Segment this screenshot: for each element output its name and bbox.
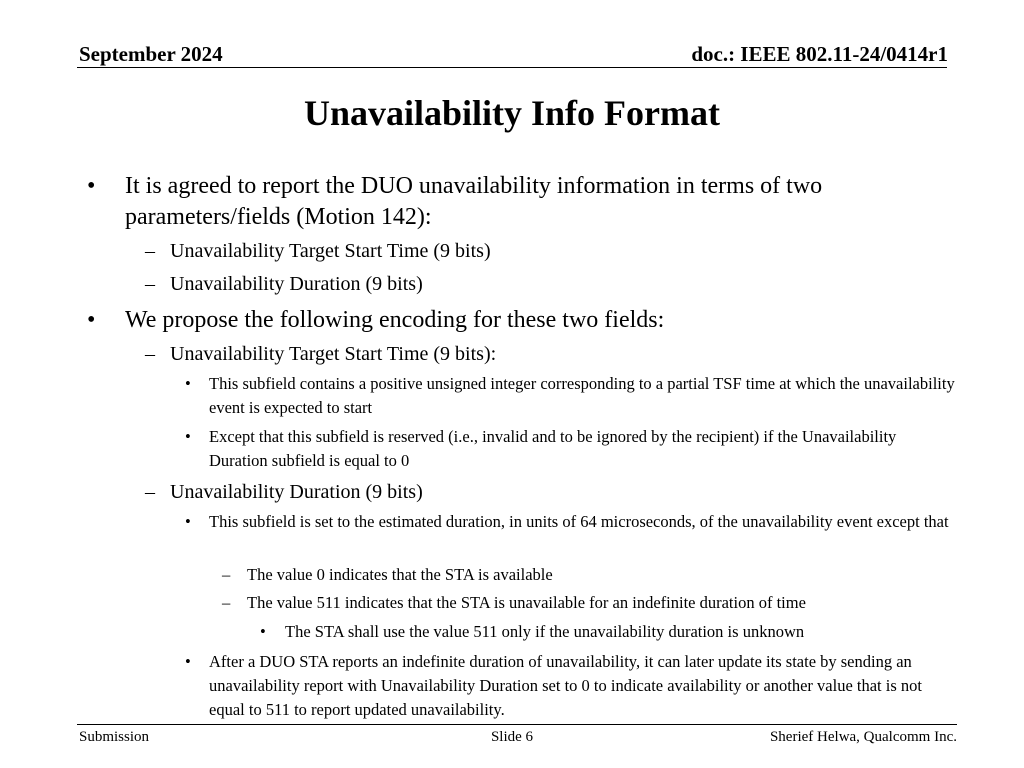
footer-slide-number: Slide 6 [490,729,534,745]
detail-bullet-text: This subfield contains a positive unsigned integer corresponding to a partial TSF time at which the unavailability event is expected to start [209,374,955,417]
bullet-item [87,305,947,336]
bullet-marker: • [185,374,191,393]
sub-bullet-text: Unavailability Duration (9 bits) [170,481,423,503]
detail-bullet-item [185,372,955,420]
sub-bullet-item [145,238,945,264]
dash-marker: – [222,565,231,584]
detail-bullet-text: This subfield is set to the estimated duration, in units of 64 microseconds, of the unavailability event except that [209,512,949,531]
footer-author: Sherief Helwa, Qualcomm Inc. [769,729,957,745]
detail-bullet-item [185,510,955,534]
dash-marker: – [222,593,231,612]
sub-bullet-item [145,341,945,367]
sub-bullet-item [145,271,945,297]
detail-bullet-text: After a DUO STA reports an indefinite duration of unavailability, it can later update its state by sending an unavailability report with Unavailability Duration set to 0 to indicate availability or another value that is not equal to 511 to report updated unavailability. [209,652,922,719]
header-doc-number: doc.: IEEE 802.11-24/0414r1 [691,42,948,66]
nested-dash-text: The value 511 indicates that the STA is unavailable for an indefinite duration of time [247,593,806,612]
slide-title: Unavailability Info Format [303,93,720,133]
nested-dash-item [222,563,952,587]
nested-dash-text: The value 0 indicates that the STA is available [247,565,553,584]
nested-bullet-text: The STA shall use the value 511 only if the unavailability duration is unknown [285,622,805,641]
bullet-marker: • [260,622,266,641]
header-date: September 2024 [79,42,223,66]
nested-dash-item [222,591,952,615]
detail-bullet-item [185,650,955,722]
dash-marker: – [145,343,155,365]
sub-bullet-text: Unavailability Duration (9 bits) [170,273,423,295]
bullet-marker: • [185,512,191,531]
bullet-marker: • [185,427,191,446]
sub-bullet-item [145,479,945,505]
sub-bullet-text: Unavailability Target Start Time (9 bits): [170,343,497,365]
bullet-text: We propose the following encoding for these two fields: [125,307,665,333]
bullet-text: It is agreed to report the DUO unavailability information in terms of two parameters/fields (Motion 142): [125,173,823,230]
sub-bullet-text: Unavailability Target Start Time (9 bits) [170,240,491,262]
bullet-marker: • [87,173,96,199]
bullet-marker: • [185,652,191,671]
dash-marker: – [145,240,155,262]
detail-bullet-item [185,425,955,473]
footer-divider [77,724,957,725]
dash-marker: – [145,273,155,295]
footer-submission: Submission [79,729,150,745]
nested-bullet-item [260,620,950,644]
detail-bullet-text: Except that this subfield is reserved (i.e., invalid and to be ignored by the recipient) if the Unavailability Duration subfield is equal to 0 [209,427,897,470]
dash-marker: – [145,481,155,503]
bullet-marker: • [87,307,96,333]
bullet-item [87,171,947,233]
